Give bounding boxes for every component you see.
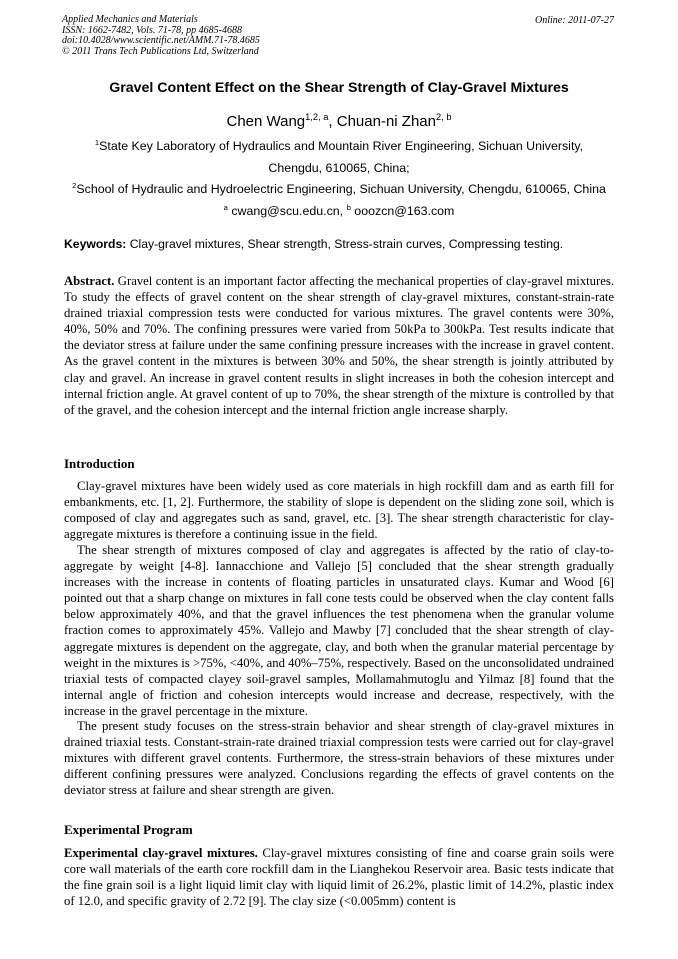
author-1-affiliation: 1,2, a — [305, 112, 329, 122]
experimental-subheading: Experimental clay-gravel mixtures. — [64, 846, 258, 860]
journal-name: Applied Mechanics and Materials — [62, 14, 198, 25]
email-a: cwang@scu.edu.cn, — [227, 204, 347, 218]
author-separator: , — [328, 113, 337, 130]
author-emails: $^a$ cwang@scu.edu.cn, $^b$ ooozcn@163.com — [223, 202, 455, 218]
author-2: Chuan-ni Zhan — [336, 113, 436, 130]
keywords-text: Clay-gravel mixtures, Shear strength, Stress-strain curves, Compressing testing. — [126, 237, 564, 251]
keywords — [64, 237, 563, 251]
affiliation-1-line2: Chengdu, 610065, China; — [268, 161, 410, 175]
online-date: Online: 2011-07-27 — [535, 15, 614, 26]
experimental-heading: Experimental Program — [64, 822, 193, 837]
author-line — [0, 113, 678, 130]
affiliation-2: $^2$School of Hydraulic and Hydroelectric Engineering, Sichuan University, Chengdu, 610065, China — [72, 180, 606, 196]
affiliation-1-marker: 1 — [94, 137, 100, 147]
abstract — [64, 273, 614, 418]
issn-line: ISSN: 1662-7482, Vols. 71-78, pp 4685-4688 — [62, 24, 242, 36]
introduction-heading: Introduction — [64, 456, 135, 471]
introduction-paragraph-3: The present study focuses on the stress-strain behavior and shear strength of clay-gravel mixtures in drained triaxial tests. Constant-strain-rate drained triaxial compression tests were carried out for clay-gravel mixtures with different gravel contents. Furthermore, the stress-strain behaviors of these mixtures under different confining pressures were analyzed. Conclusions regarding the effects of gravel contents on the deviator stress at failure and shear strength are given. — [64, 719, 614, 798]
author-1: Chen Wang — [226, 113, 306, 130]
experimental-text: Clay-gravel mixtures consisting of fine and coarse grain soils were core wall materials of the earth core rockfill dam in the Lianghekou Reservoir area. Basic tests indicate that the fine grain soil is a light liquid limit clay with liquid limit of 26.2%, plastic limit of 14.2%, plastic index of 12.0, and specific gravity of 2.72 [9]. The clay size (<0.005mm) content is — [64, 846, 615, 909]
introduction-paragraph-2: The shear strength of mixtures composed of clay and aggregates is affected by the ratio of clay-to-aggregate by weight [4-8]. Iannacchione and Vallejo [5] concluded that the shear strength gradually increases with the increase in contents of floating particles in unsaturated clays. Kumar and Wood [6] pointed out that a sharp change on mixtures in fall cone tests could be observed when the clay content falls below approximately 40%, and that the gravel influences the test phenomena when the granular volume fraction comes to approximately 45%. Vallejo and Mawby [7] concluded that the shear strength of clay-aggregate mixtures is dependent on the aggregate, clay, and both when the granular material percentage by weight in the mixtures is >75%, <40%, and 40%–75%, respectively. Based on the unconsolidated undrained triaxial tests of compacted clayey soil-gravel samples, Mollamahmutoglu and Yilmaz [8] found that the internal angle of friction and cohesion intercepts would increase and decrease, respectively, with the increase in the gravel percentage in the mixture. — [64, 543, 614, 718]
copyright-line: © 2011 Trans Tech Publications Ltd, Switzerland — [62, 45, 259, 57]
paper-title: Gravel Content Effect on the Shear Strength of Clay-Gravel Mixtures — [109, 80, 569, 96]
abstract-label: Abstract. — [64, 274, 115, 288]
keywords-label: Keywords: — [64, 237, 127, 251]
author-2-affiliation: 2, b — [435, 112, 452, 122]
abstract-text: Gravel content is an important factor affecting the mechanical properties of clay-gravel mixtures. To study the effects of gravel content on the shear strength of clay-gravel mixtures, constant-strain-rate drained triaxial compression tests were conducted for various mixtures. The gravel contents were 30%, 40%, 50% and 70%. The confining pressures were varied from 50kPa to 300kPa. Test results indicate that the deviator stress at failure under the same confining pressure increases with the increase in gravel content. As the gravel content in the mixtures is between 30% and 50%, the shear strength is jointly attributed by clay and gravel. An increase in gravel content results in slight increases in both the cohesion intercept and internal friction angle. At gravel content of up to 70%, the shear strength of the mixture is controlled by that of the gravel, and the cohesion intercept and the internal friction angle increase sharply. — [64, 274, 614, 417]
email-b: ooozcn@163.com — [350, 204, 455, 218]
affiliation-2-marker: 2 — [72, 180, 77, 190]
experimental-paragraph — [64, 845, 614, 909]
affiliation-1-line1: $^1$State Key Laboratory of Hydraulics and Mountain River Engineering, Sichuan University, — [94, 137, 584, 153]
doi-line: doi:10.4028/www.scientific.net/AMM.71-78.4685 — [62, 35, 260, 46]
introduction-paragraph-1: Clay-gravel mixtures have been widely used as core materials in high rockfill dam and as earth fill for embankments, etc. [1, 2]. Furthermore, the stability of slope is dependent on the sliding zone soil, which is composed of clay and aggregates such as sand, gravel, etc. [3]. The shear strength characteristic for clay-aggregate mixtures is therefore a continuing issue in the field. — [64, 479, 614, 542]
